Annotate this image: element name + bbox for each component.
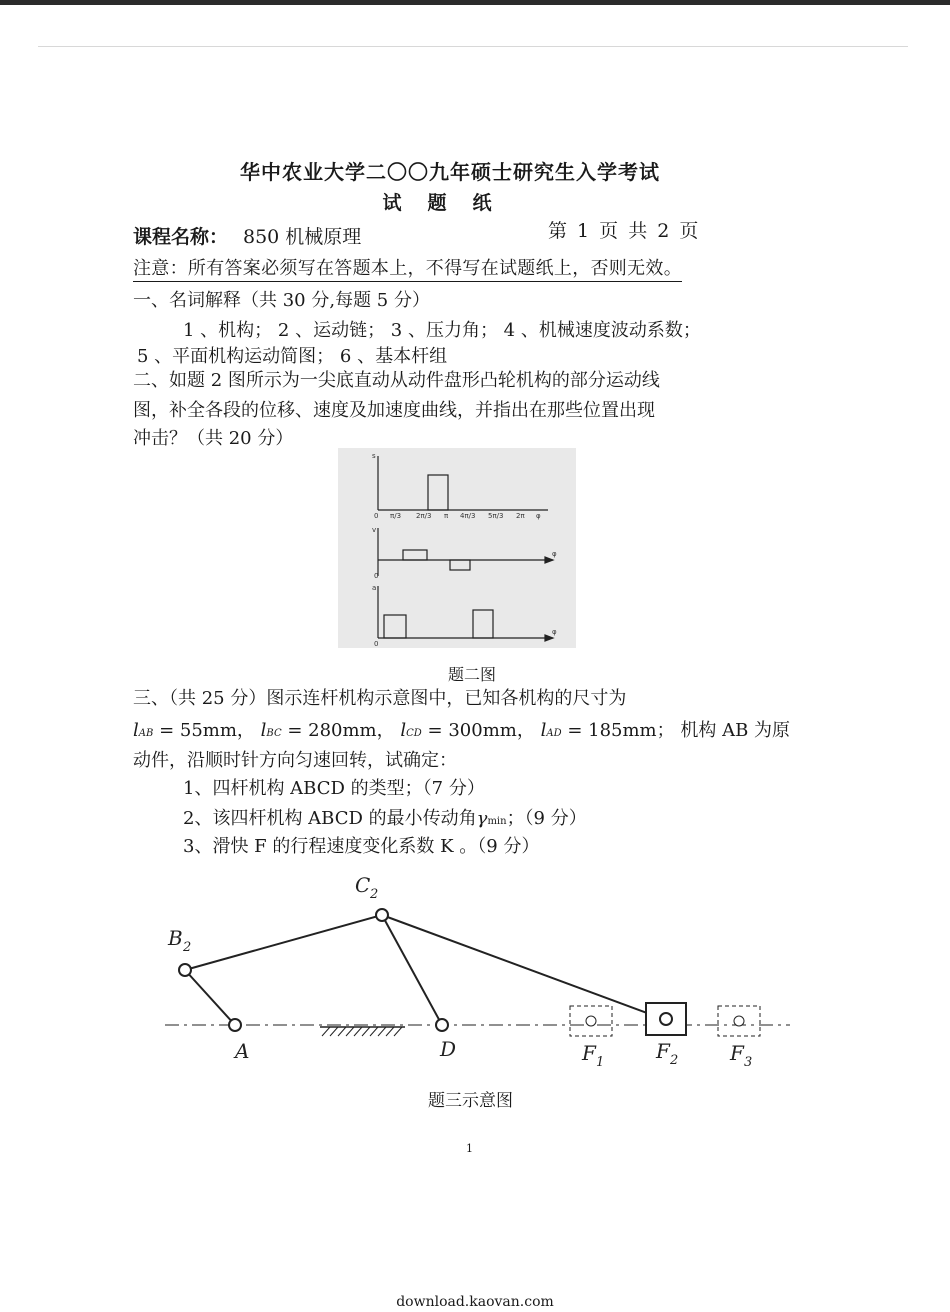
q3-line3: 动件，沿顺时针方向匀速回转，试确定： [133,750,457,771]
l-ab-sub: AB [138,728,154,739]
l-ad-sub: AD [546,728,562,739]
s-pulse [428,475,448,510]
l-ad-value: = 185mm； [561,720,675,741]
q3-line1: 三、（共 25 分）图示连杆机构示意图中，已知各机构的尺寸为 [133,688,627,709]
pin-f1 [586,1016,596,1026]
link-cd [382,915,442,1025]
figure-3-linkage-diagram [150,870,800,1070]
tick-4pi-3: 4π/3 [460,512,476,520]
l-cd: l [400,720,407,741]
pin-f2 [660,1013,672,1025]
label-f3-sub: 3 [744,1055,753,1070]
q3-item2-post: ；（9 分） [506,808,587,829]
exam-title: 华中农业大学二〇〇九年硕士研究生入学考试 [240,160,660,184]
phi-label-3: φ [552,628,557,636]
tick-2pi-3: 2π/3 [416,512,432,520]
q1-terms-line1: 1 、机构； 2 、运动链； 3 、压力角； 4 、机械速度波动系数； [183,320,701,341]
label-f3: F [730,1041,744,1065]
tick-2pi: 2π [516,512,525,520]
scan-artifact-line [38,46,908,47]
l-ab-value: = 55mm， [153,720,255,741]
ground-hatching [322,1027,402,1036]
origin-label-1: 0 [374,512,379,520]
phi-label-2: φ [552,550,557,558]
v-neg-pulse [450,560,470,570]
l-ab: l [133,720,139,741]
a-pulse-2 [473,610,493,638]
label-f2: F [656,1039,670,1063]
figure-2-motion-diagram [338,448,576,648]
label-f1: F [582,1041,596,1065]
a-pulse-1 [384,615,406,638]
l-bc-sub: BC [266,728,282,739]
a-axis-label: a [372,584,377,592]
figure-2-caption: 题二图 [448,665,497,684]
l-bc: l [260,720,267,741]
label-c: C [355,873,371,897]
footer-url: download.kaovan.com [396,1294,554,1310]
scan-top-edge [0,0,950,5]
q3-item3: 3、滑快 F 的行程速度变化系数 K 。（9 分） [183,836,540,857]
joint-c [376,909,388,921]
origin-label-2: 0 [374,572,379,580]
q1-terms-line2: 5 、平面机构运动简图； 6 、基本杆组 [137,346,448,367]
label-b-sub: 2 [183,940,192,955]
link-ab [185,970,235,1025]
q2-line3: 冲击？（共 20 分） [133,428,294,449]
page-info: 第 1 页 共 2 页 [548,220,701,242]
gamma-sub: min [487,816,507,827]
v-pos-pulse [403,550,427,560]
gamma-symbol: γ [476,808,488,829]
label-c-sub: 2 [370,887,379,902]
origin-label-3: 0 [374,640,379,648]
joint-d [436,1019,448,1031]
label-f2-sub: 2 [670,1053,679,1068]
v-axis-label: v [372,526,377,534]
course-name: 850 机械原理 [243,226,362,248]
l-bc-value: = 280mm， [281,720,395,741]
label-b: B [168,926,183,950]
q3-item1: 1、四杆机构 ABCD 的类型；（7 分） [183,778,485,799]
label-d: D [440,1037,457,1061]
q3-line2-tail: 机构 AB 为原 [680,720,791,741]
label-f1-sub: 1 [596,1055,605,1070]
q2-line2: 图，补全各段的位移、速度及加速度曲线，并指出在那些位置出现 [133,400,655,421]
l-cd-sub: CD [406,728,422,739]
pin-f3 [734,1016,744,1026]
tick-pi-3: π/3 [390,512,402,520]
q3-dimensions [133,716,790,742]
joint-a [229,1019,241,1031]
label-a: A [235,1039,250,1063]
course-label: 课程名称： [133,226,229,248]
figure-3-caption: 题三示意图 [428,1091,513,1111]
q3-item2 [183,804,587,830]
page-number: 1 [466,1142,473,1155]
notice: 注意：所有答案必须写在答题本上，不得写在试题纸上，否则无效。 [133,254,682,282]
tick-5pi-3: 5π/3 [488,512,504,520]
q3-item2-pre: 2、该四杆机构 ABCD 的最小传动角 [183,808,477,829]
phi-label-1: φ [536,512,541,520]
link-cf [382,915,666,1020]
l-cd-value: = 300mm， [421,720,535,741]
tick-pi: π [444,512,449,520]
s-axis-label: s [372,452,376,460]
q1-heading: 一、名词解释（共 30 分,每题 5 分） [133,290,430,311]
l-ad: l [540,720,547,741]
link-bc [185,915,382,970]
exam-subtitle: 试题纸 [382,192,518,214]
q2-line1: 二、如题 2 图所示为一尖底直动从动件盘形凸轮机构的部分运动线 [133,370,660,391]
joint-b [179,964,191,976]
